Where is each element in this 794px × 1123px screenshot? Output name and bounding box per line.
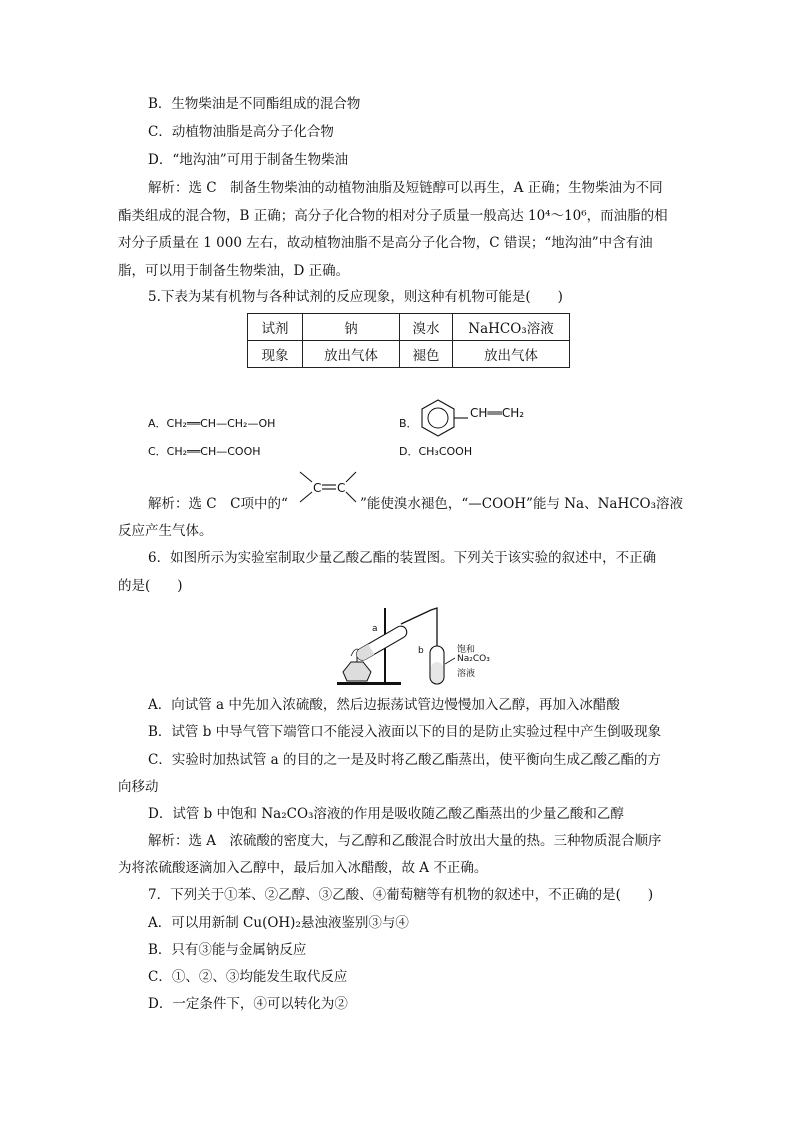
figure-label-a: a xyxy=(372,624,378,634)
table-cell: 放出气体 xyxy=(303,341,400,368)
carbon-atom-right: C xyxy=(337,481,346,495)
q4-option-c: C．动植物油脂是高分子化合物 xyxy=(148,124,334,140)
q5-option-d: D．CH₃COOH xyxy=(399,445,473,458)
q6-option-c-line-1: C．实验时加热试管 a 的目的之一是及时将乙酸乙酯蒸出，使平衡向生成乙酸乙酯的方 xyxy=(148,752,661,768)
table-cell: 溴水 xyxy=(400,314,453,341)
table-cell: 褪色 xyxy=(400,341,453,368)
q4-analysis-line-4: 脂，可以用于制备生物柴油，D 正确。 xyxy=(118,263,350,279)
figure-label-solution-1: 饱和 xyxy=(457,645,476,655)
q4-option-d: D．“地沟油”可用于制备生物柴油 xyxy=(148,152,349,168)
q5-stem: 5.下表为某有机物与各种试剂的反应现象，则这种有机物可能是( ) xyxy=(148,289,563,305)
q6-option-c-line-2: 向移动 xyxy=(118,779,159,795)
q6-option-a: A．向试管 a 中先加入浓硫酸，然后边振荡试管边慢慢加入乙醇，再加入冰醋酸 xyxy=(148,697,620,713)
q6-stem-line-2: 的是( ) xyxy=(118,578,183,594)
q6-option-b: B．试管 b 中导气管下端管口不能浸入液面以下的目的是防止实验过程中产生倒吸现象 xyxy=(148,724,662,740)
figure-label-b: b xyxy=(418,646,424,656)
benzene-ring-icon xyxy=(418,398,468,438)
q4-analysis-line-2: 酯类组成的混合物，B 正确；高分子化合物的相对分子质量一般高达 10⁴～10⁶，而油脂的相 xyxy=(118,208,668,224)
table-row xyxy=(248,341,570,368)
q7-option-d: D．一定条件下，④可以转化为② xyxy=(148,996,348,1012)
q5-option-b-label: B． xyxy=(399,417,418,430)
table-cell: 放出气体 xyxy=(453,341,570,368)
q7-option-b: B．只有③能与金属钠反应 xyxy=(148,942,307,958)
q5-option-b-chain: CH══CH₂ xyxy=(470,406,525,420)
q6-analysis-line-2: 为将浓硫酸逐滴加入乙醇中，最后加入冰醋酸，故 A 不正确。 xyxy=(118,860,488,876)
table-cell: 钠 xyxy=(303,314,400,341)
q5-analysis-prefix: 解析：选 C C项中的“ xyxy=(148,496,288,512)
q7-option-c: C．①、②、③均能发生取代反应 xyxy=(148,969,348,985)
q4-analysis-line-1: 解析：选 C 制备生物柴油的动植物油脂及短链醇可以再生，A 正确；生物柴油为不同 xyxy=(148,180,663,196)
figure-label-solution-2: Na₂CO₃ xyxy=(457,654,490,664)
q5-reaction-table xyxy=(247,313,570,368)
table-cell: NaHCO₃溶液 xyxy=(453,314,570,341)
q4-option-b: B．生物柴油是不同酯组成的混合物 xyxy=(148,96,361,112)
table-cell: 试剂 xyxy=(248,314,303,341)
double-bond-structure-icon xyxy=(294,466,358,508)
q6-stem-line-1: 6．如图所示为实验室制取少量乙酸乙酯的装置图。下列关于该实验的叙述中，不正确 xyxy=(148,550,657,566)
q5-analysis-line-2: 反应产生气体。 xyxy=(118,523,213,539)
table-cell: 现象 xyxy=(248,341,303,368)
table-row xyxy=(248,314,570,341)
q6-option-d: D．试管 b 中饱和 Na₂CO₃溶液的作用是吸收随乙酸乙酯蒸出的少量乙酸和乙醇 xyxy=(148,806,624,822)
q7-stem: 7．下列关于①苯、②乙醇、③乙酸、④葡萄糖等有机物的叙述中，不正确的是( ) xyxy=(148,887,654,903)
q4-analysis-line-3: 对分子质量在 1 000 左右，故动植物油脂不是高分子化合物，C 错误；“地沟油”中含有油 xyxy=(118,235,653,251)
q6-analysis-line-1: 解析：选 A 浓硫酸的密度大，与乙醇和乙酸混合时放出大量的热。三种物质混合顺序 xyxy=(148,833,662,849)
q5-analysis-suffix: ”能使溴水褪色，“—COOH”能与 Na、NaHCO₃溶液 xyxy=(360,496,684,512)
figure-label-solution-3: 溶液 xyxy=(457,669,476,679)
q7-option-a: A．可以用新制 Cu(OH)₂悬浊液鉴别③与④ xyxy=(148,915,409,931)
q5-option-c: C．CH₂══CH—COOH xyxy=(148,445,261,458)
q5-option-a: A．CH₂══CH—CH₂—OH xyxy=(148,417,276,430)
carbon-atom-left: C xyxy=(313,481,322,495)
